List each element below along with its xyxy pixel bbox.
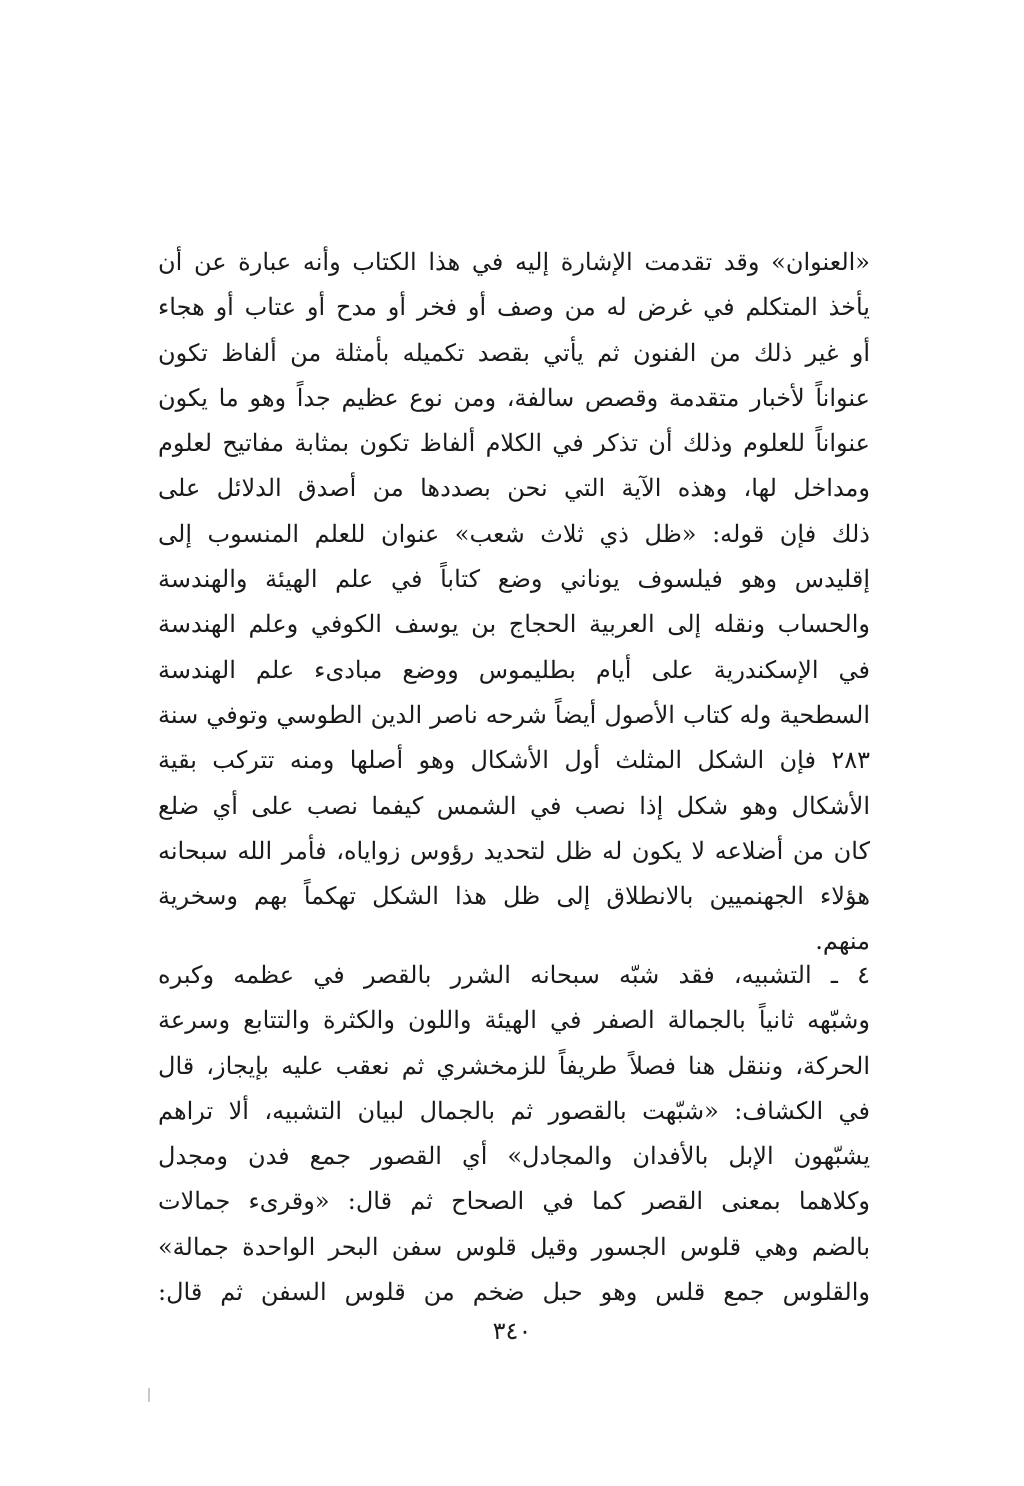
text-line: ومداخل لها، وهذه الآية التي نحن بصددها من أصدق الدلائل على [158, 474, 870, 503]
text-line: يشبّهون الإبل بالأفدان والمجادل» أي القصور جمع فدن ومجدل [158, 1142, 870, 1171]
text-line: وكلاهما بمعنى القصر كما في الصحاح ثم قال: «وقرىء جمالات [158, 1187, 870, 1216]
page-number: ٣٤٠ [492, 1317, 532, 1345]
text-line: إقليدس وهو فيلسوف يوناني وضع كتاباً في علم الهيئة والهندسة [158, 565, 870, 594]
text-line: عنواناً لأخبار متقدمة وقصص سالفة، ومن نوع عظيم جداً وهو ما يكون [158, 383, 870, 412]
text-line: الحركة، وننقل هنا فصلاً طريفاً للزمخشري ثم نعقب عليه بإيجاز، قال [158, 1051, 870, 1080]
text-line: هؤلاء الجهنميين بالانطلاق إلى ظل هذا الشكل تهكماً بهم وسخرية [158, 882, 870, 911]
text-line: الأشكال وهو شكل إذا نصب في الشمس كيفما نصب على أي ضلع [158, 791, 870, 820]
text-line: والحساب ونقله إلى العربية الحجاج بن يوسف الكوفي وعلم الهندسة [158, 610, 870, 639]
text-line: منهم. [815, 927, 870, 956]
text-line: أو غير ذلك من الفنون ثم يأتي بقصد تكميله بأمثلة من ألفاظ تكون [158, 338, 870, 367]
text-line: «العنوان» وقد تقدمت الإشارة إليه في هذا الكتاب وأنه عبارة عن أن [158, 248, 870, 276]
text-line: وشبّهه ثانياً بالجمالة الصفر في الهيئة واللون والكثرة والتتابع وسرعة [158, 1006, 870, 1035]
text-line: بالضم وهي قلوس الجسور وقيل قلوس سفن البحر الواحدة جمالة» [158, 1232, 870, 1261]
text-line: والقلوس جمع قلس وهو حبل ضخم من قلوس السفن ثم قال: [158, 1278, 870, 1307]
text-line: السطحية وله كتاب الأصول أيضاً شرحه ناصر الدين الطوسي وتوفي سنة [158, 700, 870, 729]
text-line: عنواناً للعلوم وذلك أن تذكر في الكلام ألفاظ تكون بمثابة مفاتيح لعلوم [158, 429, 870, 458]
text-line: ٢٨٣ فإن الشكل المثلث أول الأشكال وهو أصلها ومنه تتركب بقية [158, 746, 870, 775]
paragraph-1 [158, 240, 870, 965]
text-line: ٤ ـ التشبيه، فقد شبّه سبحانه الشرر بالقصر في عظمه وكبره [158, 961, 870, 989]
paragraph-2 [158, 953, 870, 1315]
text-line: كان من أضلاعه لا يكون له ظل لتحديد رؤوس زواياه، فأمر الله سبحانه [158, 836, 870, 865]
scan-artifact [148, 1388, 150, 1402]
text-line: يأخذ المتكلم في غرض له من وصف أو فخر أو مدح أو عتاب أو هجاء [158, 293, 870, 322]
text-line: ذلك فإن قوله: «ظل ذي ثلاث شعب» عنوان للعلم المنسوب إلى [158, 519, 870, 548]
text-line: في الكشاف: «شبّهت بالقصور ثم بالجمال لبيان التشبيه، ألا تراهم [158, 1096, 870, 1125]
text-line: في الإسكندرية على أيام بطليموس ووضع مبادىء علم الهندسة [158, 655, 870, 684]
